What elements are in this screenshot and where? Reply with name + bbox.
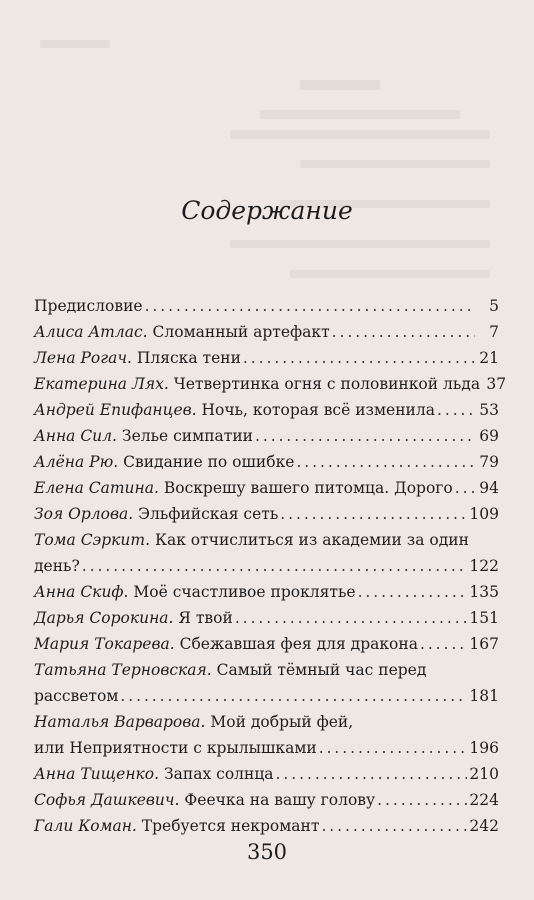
toc-author: Елена Сатина. [34,479,159,497]
dot-leader [280,501,467,527]
toc-entry-line [34,631,499,657]
toc-entry-text [34,761,274,787]
toc-page-number: 94 [479,479,499,497]
toc-page-number: 135 [469,583,499,601]
toc-entry-text [34,787,375,813]
table-of-contents [34,293,507,839]
dot-leader [321,813,467,839]
toc-entry-line [34,345,499,371]
toc-title: Четвертинка огня с половинкой льда [173,375,481,393]
toc-title: Зелье симпатии [121,427,253,445]
dot-leader [319,735,468,761]
toc-entry-text [34,371,480,397]
dot-leader [437,397,475,423]
toc-entry-text [34,631,418,657]
toc-entry [34,631,499,657]
toc-title: Предисловие [34,297,143,315]
toc-entry [34,475,499,501]
toc-title-continued: рассветом [34,687,119,705]
show-through-text [260,110,460,119]
toc-entry [34,761,499,787]
toc-entry-text [34,579,356,605]
toc-title: Запах солнца [164,765,274,783]
dot-leader [255,423,475,449]
toc-author: Алёна Рю. [34,453,119,471]
dot-leader [420,631,467,657]
toc-entry-text [34,449,294,475]
toc-entry-line [34,449,499,475]
toc-entry-line [34,397,499,423]
toc-entry [34,293,499,319]
toc-entry [34,527,499,579]
toc-entry [34,579,499,605]
toc-entry-line [34,683,499,709]
toc-author: Наталья Варварова. [34,713,206,731]
toc-entry-line [34,657,499,683]
show-through-text [230,240,490,248]
toc-entry [34,423,499,449]
toc-entry-text [34,813,319,839]
toc-entry [34,657,499,709]
dot-leader [145,293,475,319]
dot-leader [296,449,475,475]
dot-leader [82,553,468,579]
page-title: Содержание [181,196,353,225]
toc-entry [34,813,499,839]
toc-page-number: 122 [469,557,499,575]
toc-entry [34,371,507,397]
toc-author: Анна Скиф. [34,583,129,601]
toc-author: Мария Токарева. [34,635,175,653]
toc-author: Анна Тищенко. [34,765,160,783]
toc-page-number: 151 [469,609,499,627]
toc-entry-text [34,293,143,319]
toc-entry-text [34,501,278,527]
toc-title: Феечка на вашу голову [184,791,376,809]
toc-entry [34,397,499,423]
toc-page-number: 196 [469,739,499,757]
toc-entry-line [34,319,499,345]
dot-leader [120,683,467,709]
toc-entry-text [34,605,233,631]
toc-page-number: 167 [469,635,499,653]
toc-author: Гали Коман. [34,817,137,835]
toc-entry-line [34,501,499,527]
toc-author: Анна Сил. [34,427,117,445]
toc-page-number: 53 [479,401,499,419]
toc-page-number: 5 [489,297,499,315]
toc-entry-text [34,397,435,423]
toc-entry [34,787,499,813]
toc-title: Моё счастливое проклятье [133,583,356,601]
toc-entry [34,501,499,527]
toc-entry [34,709,499,761]
toc-entry-line [34,579,499,605]
toc-author: Зоя Орлова. [34,505,134,523]
toc-entry-line [34,787,499,813]
toc-title: Свидание по ошибке [123,453,295,471]
toc-page-number: 69 [479,427,499,445]
toc-entry-line [34,709,499,735]
toc-entry-text [34,319,330,345]
toc-title: Сломанный артефакт [152,323,330,341]
toc-entry-line [34,761,499,787]
show-through-text [230,130,490,139]
show-through-text [300,80,380,90]
dot-leader [358,579,468,605]
toc-entry-line [34,735,499,761]
toc-entry [34,605,499,631]
toc-page-number: 210 [469,765,499,783]
toc-entry-text [34,657,426,683]
toc-page-number: 242 [469,817,499,835]
toc-entry-text [34,345,241,371]
toc-page-number: 37 [486,375,507,393]
toc-page-number: 109 [469,505,499,523]
show-through-text [40,40,110,48]
toc-title: Эльфийская сеть [138,505,279,523]
toc-entry-text [34,709,353,735]
toc-entry-line [34,371,507,397]
toc-author: Софья Дашкевич. [34,791,180,809]
toc-title-continued: день? [34,557,80,575]
toc-title: Мой добрый фей, [210,713,354,731]
toc-entry-line [34,813,499,839]
toc-page-number: 79 [479,453,499,471]
toc-title: Пляска тени [136,349,241,367]
toc-entry-line [34,423,499,449]
toc-author: Андрей Епифанцев. [34,401,197,419]
toc-title: Ночь, которая всё изменила [201,401,435,419]
toc-page-number: 7 [489,323,499,341]
toc-entry-line [34,527,499,553]
toc-entry-text [34,475,453,501]
toc-title: Самый тёмный час перед [216,661,427,679]
dot-leader [455,475,475,501]
toc-entry-text [34,527,469,553]
show-through-text [290,270,490,278]
toc-entry-line [34,475,499,501]
toc-title: Я твой [178,609,233,627]
toc-entry-line [34,553,499,579]
dot-leader [332,319,475,345]
toc-author: Екатерина Лях. [34,375,169,393]
toc-title: Требуется некромант [141,817,320,835]
dot-leader [243,345,475,371]
toc-entry [34,449,499,475]
toc-title: Сбежавшая фея для дракона [179,635,418,653]
toc-author: Лена Рогач. [34,349,132,367]
toc-entry [34,345,499,371]
show-through-text [300,160,490,168]
toc-page-number: 21 [479,349,499,367]
toc-title: Воскрешу вашего питомца. Дорого [163,479,453,497]
toc-author: Татьяна Терновская. [34,661,212,679]
page-number: 350 [246,840,288,864]
toc-author: Алиса Атлас. [34,323,148,341]
toc-page-number: 181 [469,687,499,705]
toc-entry-text [34,423,253,449]
toc-entry [34,319,499,345]
toc-author: Тома Сэркит. [34,531,151,549]
dot-leader [276,761,468,787]
toc-entry-line [34,605,499,631]
toc-page-number: 224 [469,791,499,809]
dot-leader [377,787,467,813]
dot-leader [235,605,468,631]
toc-author: Дарья Сорокина. [34,609,174,627]
toc-entry-line [34,293,499,319]
toc-title-continued: или Неприятности с крылышками [34,739,317,757]
toc-title: Как отчислиться из академии за один [154,531,469,549]
